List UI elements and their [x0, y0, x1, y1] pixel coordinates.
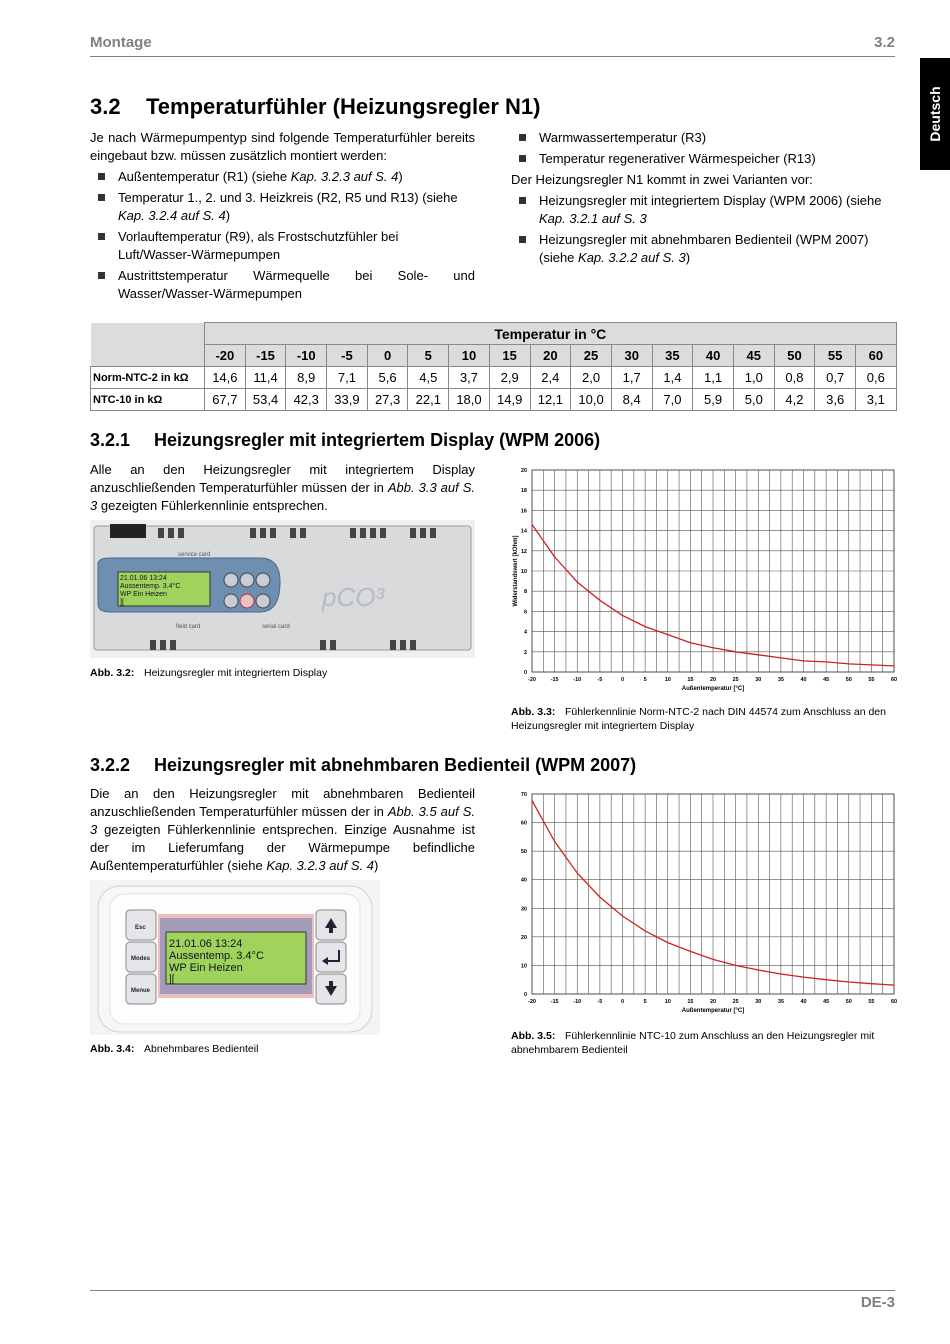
y-tick-label: 18 [520, 488, 527, 495]
x-tick-label: 25 [732, 677, 739, 683]
temperature-header-cell: 10 [449, 345, 490, 367]
y-tick-label: 4 [523, 629, 527, 636]
x-tick-label: 20 [709, 999, 717, 1005]
y-tick-label: 14 [520, 528, 527, 535]
table-cell: 1,7 [611, 367, 652, 389]
table-cell: 12,1 [530, 389, 571, 411]
modes-key-label: Modes [131, 956, 151, 962]
y-tick-label: 20 [520, 934, 527, 941]
y-tick-label: 0 [523, 992, 527, 998]
lcd-line-2: Aussentemp. 3.4°C [169, 950, 264, 962]
sub1-paragraph: Alle an den Heizungsregler mit integriertem Display anzuschließenden Temperaturfühler müssen der in Abb. 3.3 auf S. 3 gezeigten Fühlerkennlinie entsprechen. [90, 462, 475, 513]
caption-fig-3-5: Abb. 3.5: Fühlerkennlinie NTC-10 zum Anschluss an den Heizungsregler mit abnehmbarem Bedienteil [511, 1030, 875, 1056]
x-tick-label: 15 [687, 999, 694, 1005]
table-cell: 1,4 [652, 367, 693, 389]
subsection-title: Heizungsregler mit integriertem Display (WPM 2006) [154, 430, 601, 450]
temperature-header-cell: -20 [205, 345, 246, 367]
header-section-number: 3.2 [874, 34, 895, 51]
x-axis-label: Außentemperatur [°C] [681, 1008, 745, 1014]
list-item: Austrittstemperatur Wärmequelle bei Sole- und Wasser/Wasser-Wärmepumpen [90, 267, 475, 303]
table-cell: 1,0 [733, 367, 774, 389]
temperature-header-cell: 45 [733, 345, 774, 367]
table-cell: 2,9 [489, 367, 530, 389]
x-tick-label: 40 [800, 999, 807, 1005]
temperature-header-cell: 20 [530, 345, 571, 367]
enter-key [316, 942, 346, 972]
y-tick-label: 0 [523, 670, 527, 676]
device-button [256, 573, 270, 587]
temperature-header-cell: 50 [774, 345, 815, 367]
y-tick-label: 50 [520, 849, 527, 856]
table-cell: 14,9 [489, 389, 530, 411]
table-cell: 7,0 [652, 389, 693, 411]
service-card-label: service card [178, 552, 211, 558]
temperature-header-cell: 15 [489, 345, 530, 367]
caption-fig-3-3: Abb. 3.3: Fühlerkennlinie Norm-NTC-2 nach DIN 44574 zum Anschluss an den Heizungsregler mit integriertem Display [511, 706, 886, 732]
cross-reference: Kap. 3.2.4 auf S. 4 [118, 208, 226, 223]
x-tick-label: 60 [890, 677, 897, 683]
table-cell: 33,9 [327, 389, 368, 411]
table-cell: 5,9 [693, 389, 734, 411]
table-cell: 10,0 [571, 389, 612, 411]
y-tick-label: 10 [520, 569, 527, 575]
temperature-header-cell: 40 [693, 345, 734, 367]
device-button [224, 573, 238, 587]
y-tick-label: 16 [520, 508, 527, 515]
x-tick-label: 0 [620, 999, 625, 1005]
x-tick-label: -15 [550, 677, 559, 683]
list-item: Heizungsregler mit integriertem Display (WPM 2006) (siehe Kap. 3.2.1 auf S. 3 [511, 192, 896, 228]
table-cell: 42,3 [286, 389, 327, 411]
y-tick-label: 40 [520, 877, 527, 884]
cross-reference: Kap. 3.2.3 auf S. 4 [290, 169, 399, 184]
x-tick-label: 0 [620, 677, 625, 683]
x-tick-label: 50 [845, 999, 852, 1005]
list-item: Vorlauftemperatur (R9), als Frostschutzfühler bei Luft/Wasser-Wärmepumpen [90, 228, 475, 264]
list-item: Außentemperatur (R1) (siehe Kap. 3.2.3 auf S. 4) [90, 168, 475, 186]
table-cell: 8,4 [611, 389, 652, 411]
x-tick-label: 55 [868, 999, 875, 1005]
device-button [256, 594, 270, 608]
device-button [240, 594, 254, 608]
right-column [511, 126, 896, 267]
y-tick-label: 6 [523, 609, 527, 616]
table-row [91, 367, 897, 389]
footer-rule [90, 1290, 895, 1291]
cross-reference: Kap. 3.2.1 auf S. 3 [539, 211, 647, 226]
x-tick-label: 35 [777, 999, 784, 1005]
cross-reference: Abb. 3.3 auf S. 3 [90, 480, 475, 513]
x-tick-label: 45 [823, 999, 830, 1005]
section-number: 3.2 [90, 94, 121, 119]
lcd-line-4: ][ [169, 974, 175, 985]
x-tick-label: 35 [777, 677, 784, 683]
x-tick-label: 15 [687, 677, 694, 683]
table-cell: 0,7 [815, 367, 856, 389]
x-tick-label: -5 [597, 999, 603, 1005]
y-tick-label: 12 [520, 548, 527, 555]
table-cell: 22,1 [408, 389, 449, 411]
table-cell: 18,0 [449, 389, 490, 411]
x-tick-label: 45 [823, 677, 830, 683]
table-cell: 5,6 [367, 367, 408, 389]
temperature-header-cell: 25 [571, 345, 612, 367]
table-cell: 4,5 [408, 367, 449, 389]
language-tab [920, 58, 950, 170]
y-tick-label: 30 [520, 906, 527, 913]
x-tick-label: 20 [709, 677, 717, 683]
detachable-control-panel-image [90, 880, 380, 1035]
variant-list [511, 192, 896, 267]
lcd-line-4: ][ [120, 599, 124, 606]
y-tick-label: 8 [523, 589, 527, 596]
x-tick-label: -5 [597, 677, 603, 683]
subsection-heading-2 [90, 755, 636, 776]
table-cell: 0,6 [856, 367, 897, 389]
pco-logo: pCO³ [322, 582, 385, 612]
subsection-heading-1 [90, 430, 600, 451]
row-label: Norm-NTC-2 in kΩ [91, 367, 205, 389]
x-axis-label: Außentemperatur [°C] [681, 686, 745, 692]
temperature-header-cell: 30 [611, 345, 652, 367]
sensor-list-right [511, 129, 896, 168]
lcd-line-3: WP Ein Heizen [169, 962, 243, 974]
temperature-header-cell: -15 [245, 345, 286, 367]
serial-card-label: serial card [262, 624, 290, 630]
x-tick-label: 5 [643, 999, 647, 1005]
x-tick-label: 40 [800, 677, 807, 683]
list-item: Temperatur regenerativer Wärmespeicher (R13) [511, 150, 896, 168]
table-cell: 3,7 [449, 367, 490, 389]
lcd-line-2: Aussentemp. 3.4°C [120, 583, 181, 590]
device-button [240, 573, 254, 587]
sub2-paragraph: Die an den Heizungsregler mit abnehmbaren Bedienteil anzuschließenden Temperaturfühler müssen der in Abb. 3.5 auf S. 3 gezeigten Fühlerkennlinie entsprechen. Einzige Ausnahme ist der im Lieferumfang der Wärmepumpe befindliche Außentemperaturfühler (siehe Kap. 3.2.3 auf S. 4) [90, 786, 475, 873]
x-tick-label: 25 [732, 999, 739, 1005]
table-cell: 1,1 [693, 367, 734, 389]
table-cell: 11,4 [245, 367, 286, 389]
section-title: Temperaturfühler (Heizungsregler N1) [146, 94, 541, 119]
table-cell: 2,0 [571, 367, 612, 389]
x-tick-label: 10 [664, 677, 671, 683]
table-cell: 5,0 [733, 389, 774, 411]
esc-key-label: Esc [135, 925, 146, 931]
list-item: Warmwassertemperatur (R3) [511, 129, 896, 147]
table-cell: 27,3 [367, 389, 408, 411]
cross-reference: Kap. 3.2.2 auf S. 3 [578, 250, 686, 265]
table-cell: 3,6 [815, 389, 856, 411]
x-tick-label: 30 [755, 999, 762, 1005]
table-cell: 53,4 [245, 389, 286, 411]
x-tick-label: -15 [550, 999, 559, 1005]
intro-paragraph: Je nach Wärmepumpentyp sind folgende Temperaturfühler bereits eingebaut bzw. müssen zusätzlich montiert werden: [90, 130, 475, 163]
caption-fig-3-2: Abb. 3.2: Heizungsregler mit integriertem Display [90, 667, 328, 679]
table-cell: 0,8 [774, 367, 815, 389]
list-item: Temperatur 1., 2. und 3. Heizkreis (R2, R5 und R13) (siehe Kap. 3.2.4 auf S. 4) [90, 189, 475, 225]
controller-image-integrated-display [90, 520, 475, 658]
header-chapter: Montage [90, 34, 152, 51]
x-tick-label: -20 [528, 677, 536, 683]
table-cell: 14,6 [205, 367, 246, 389]
field-card-label: field card [176, 624, 201, 630]
x-tick-label: 5 [643, 677, 647, 683]
cross-reference: Kap. 3.2.3 auf S. 4 [266, 858, 375, 873]
caption-fig-3-4: Abb. 3.4: Abnehmbares Bedienteil [90, 1043, 259, 1055]
x-tick-label: 55 [868, 677, 875, 683]
table-header-temperature: Temperatur in °C [205, 323, 897, 345]
table-cell: 3,1 [856, 389, 897, 411]
left-column [90, 129, 475, 303]
y-tick-label: 60 [520, 820, 527, 827]
subsection-title: Heizungsregler mit abnehmbaren Bedienteil (WPM 2007) [154, 755, 637, 775]
cross-reference: Abb. 3.5 auf S. 3 [90, 804, 475, 837]
subsection-number: 3.2.2 [90, 755, 131, 775]
x-tick-label: 50 [845, 677, 852, 683]
temperature-header-cell: 5 [408, 345, 449, 367]
subsection-number: 3.2.1 [90, 430, 131, 450]
table-cell: 4,2 [774, 389, 815, 411]
table-cell: 8,9 [286, 367, 327, 389]
lcd-line-1: 21.01.06 13:24 [120, 575, 167, 582]
resistance-table [90, 322, 897, 411]
list-item: Heizungsregler mit abnehmbaren Bedienteil (WPM 2007) (siehe Kap. 3.2.2 auf S. 3) [511, 231, 896, 267]
variants-intro: Der Heizungsregler N1 kommt in zwei Varianten vor: [511, 172, 813, 187]
device-button [224, 594, 238, 608]
page-number: DE-3 [860, 1294, 895, 1311]
y-tick-label: 20 [520, 468, 527, 474]
header-rule [90, 56, 895, 57]
temperature-header-cell: 0 [367, 345, 408, 367]
language-tab-label: Deutsch [927, 86, 943, 142]
temperature-header-cell: -5 [327, 345, 368, 367]
temperature-header-cell: 35 [652, 345, 693, 367]
x-tick-label: 30 [755, 677, 762, 683]
x-tick-label: -10 [573, 999, 582, 1005]
chart-ntc-10 [509, 788, 897, 1020]
y-tick-label: 70 [520, 792, 527, 798]
table-cell: 7,1 [327, 367, 368, 389]
menue-key-label: Menue [131, 988, 151, 994]
table-row [91, 389, 897, 411]
row-label: NTC-10 in kΩ [91, 389, 205, 411]
x-tick-label: 60 [890, 999, 897, 1005]
lcd-line-1: 21.01.06 13:24 [169, 938, 243, 950]
temperature-header-cell: 60 [856, 345, 897, 367]
x-tick-label: -10 [573, 677, 582, 683]
temperature-header-cell: -10 [286, 345, 327, 367]
table-cell: 67,7 [205, 389, 246, 411]
chart-norm-ntc-2 [509, 464, 897, 698]
y-axis-label: Widerstandswert [kOhm] [513, 535, 519, 607]
temperature-header-cell: 55 [815, 345, 856, 367]
sensor-list-left [90, 168, 475, 303]
table-cell: 2,4 [530, 367, 571, 389]
lcd-line-3: WP Ein Heizen [120, 591, 167, 598]
section-heading [90, 94, 540, 120]
x-tick-label: 10 [664, 999, 671, 1005]
y-tick-label: 2 [523, 649, 527, 656]
y-tick-label: 10 [520, 963, 527, 970]
x-tick-label: -20 [528, 999, 536, 1005]
table-row-temperatures [91, 345, 897, 367]
